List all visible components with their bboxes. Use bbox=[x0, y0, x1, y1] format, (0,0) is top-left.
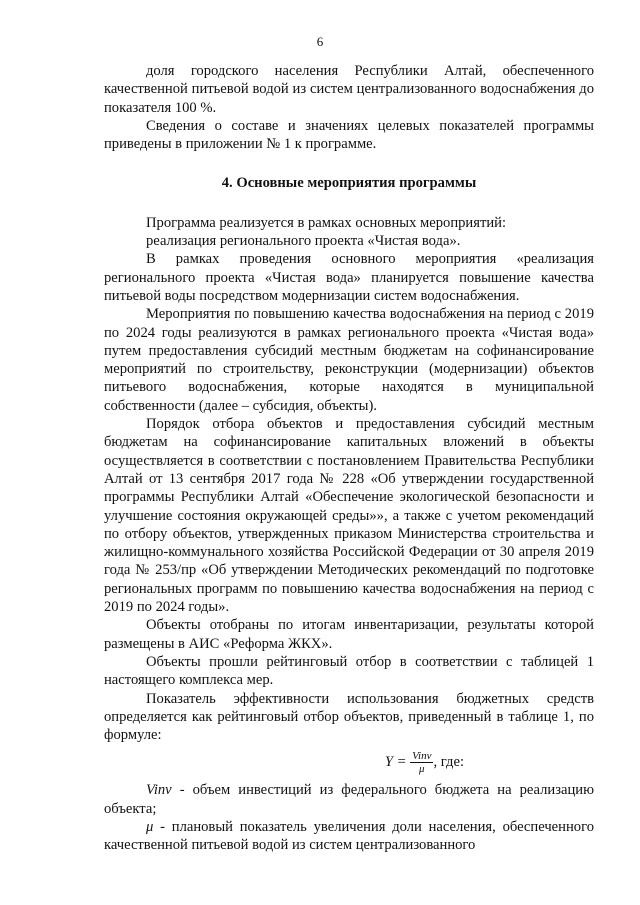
paragraph-project: реализация регионального проекта «Чистая вода». bbox=[146, 233, 461, 250]
paragraph-measures: Мероприятия по повышению качества водоснабжения на период с 2019 по 2024 годы реализуются в рамках регионального проекта «Чистая вода» путем предоставления субсидий местным бюджетам на софинансирование мероприятий по строительству, реконструкции (модернизации) объектов питьевого водоснабжения, которые находятся в муниципальной собственности (далее – субсидия, объекты). bbox=[104, 306, 594, 414]
formula-numerator: Vinv bbox=[412, 750, 432, 763]
paragraph-inventory: Объекты отобраны по итогам инвентаризации, результаты которой размещены в АИС «Реформа ЖКХ». bbox=[104, 617, 594, 652]
section-heading: 4. Основные мероприятия программы bbox=[221, 175, 477, 192]
definition-symbol: Vinv bbox=[146, 782, 172, 799]
paragraph-rating: Объекты прошли рейтинговый отбор в соответствии с таблицей 1 настоящего комплекса мер. bbox=[104, 653, 594, 689]
paragraph-selection-order: Порядок отбора объектов и предоставления субсидий местным бюджетам на софинансирование капитальных вложений в объекты осуществляется в соответствии с постановлением Правительства Республики Алтай от 13 сентября 2017 года № 228 «Об утверждении государственной программы Республики Алтай «Обеспечение экологической безопасности и улучшение состояния окружающей среды»», а также с учетом рекомендаций по отбору объектов, утвержденных приказом Министерства строительства и жилищно-коммунального хозяйства Российской Федерации от 30 апреля 2019 года № 253/пр «Об утверждении Методических рекомендаций по подготовке региональных программ по повышению качества водоснабжения на период с 2019 по 2024 годы». bbox=[104, 416, 594, 616]
paragraph-program: Программа реализуется в рамках основных мероприятий: bbox=[146, 214, 506, 231]
paragraph-main-activity: В рамках проведения основного мероприятия «реализация регионального проекта «Чистая вода» планируется повышение качества питьевой воды посредством модернизации систем водоснабжения. bbox=[104, 251, 594, 304]
intro-paragraph-1: доля городского населения Республики Алтай, обеспеченного качественной питьевой водой из систем централизованного водоснабжения до показателя 100 %. bbox=[104, 63, 594, 116]
efficiency-formula bbox=[104, 750, 594, 775]
paragraph-efficiency: Показатель эффективности использования бюджетных средств определяется как рейтинговый отбор объектов, приведенный в таблице 1, по формуле: bbox=[104, 690, 594, 744]
formula-lhs: Y = bbox=[384, 754, 407, 771]
intro-paragraph-2: Сведения о составе и значениях целевых показателей программы приведены в приложении № 1 к программе. bbox=[104, 117, 594, 153]
formula-denominator: μ bbox=[419, 763, 425, 776]
definition-vinv bbox=[104, 781, 594, 818]
formula-suffix: , где: bbox=[433, 754, 464, 771]
formula-fraction bbox=[410, 750, 433, 775]
document-body bbox=[104, 62, 594, 855]
definition-symbol: μ bbox=[146, 818, 154, 835]
definition-text: - плановый показатель увеличения доли населения, обеспеченного качественной питьевой водой из систем централизованного bbox=[104, 818, 594, 854]
page-number: 6 bbox=[316, 34, 324, 49]
definition-text: - объем инвестиций из федерального бюджета на реализацию объекта; bbox=[104, 782, 594, 817]
definition-mu bbox=[104, 818, 594, 855]
